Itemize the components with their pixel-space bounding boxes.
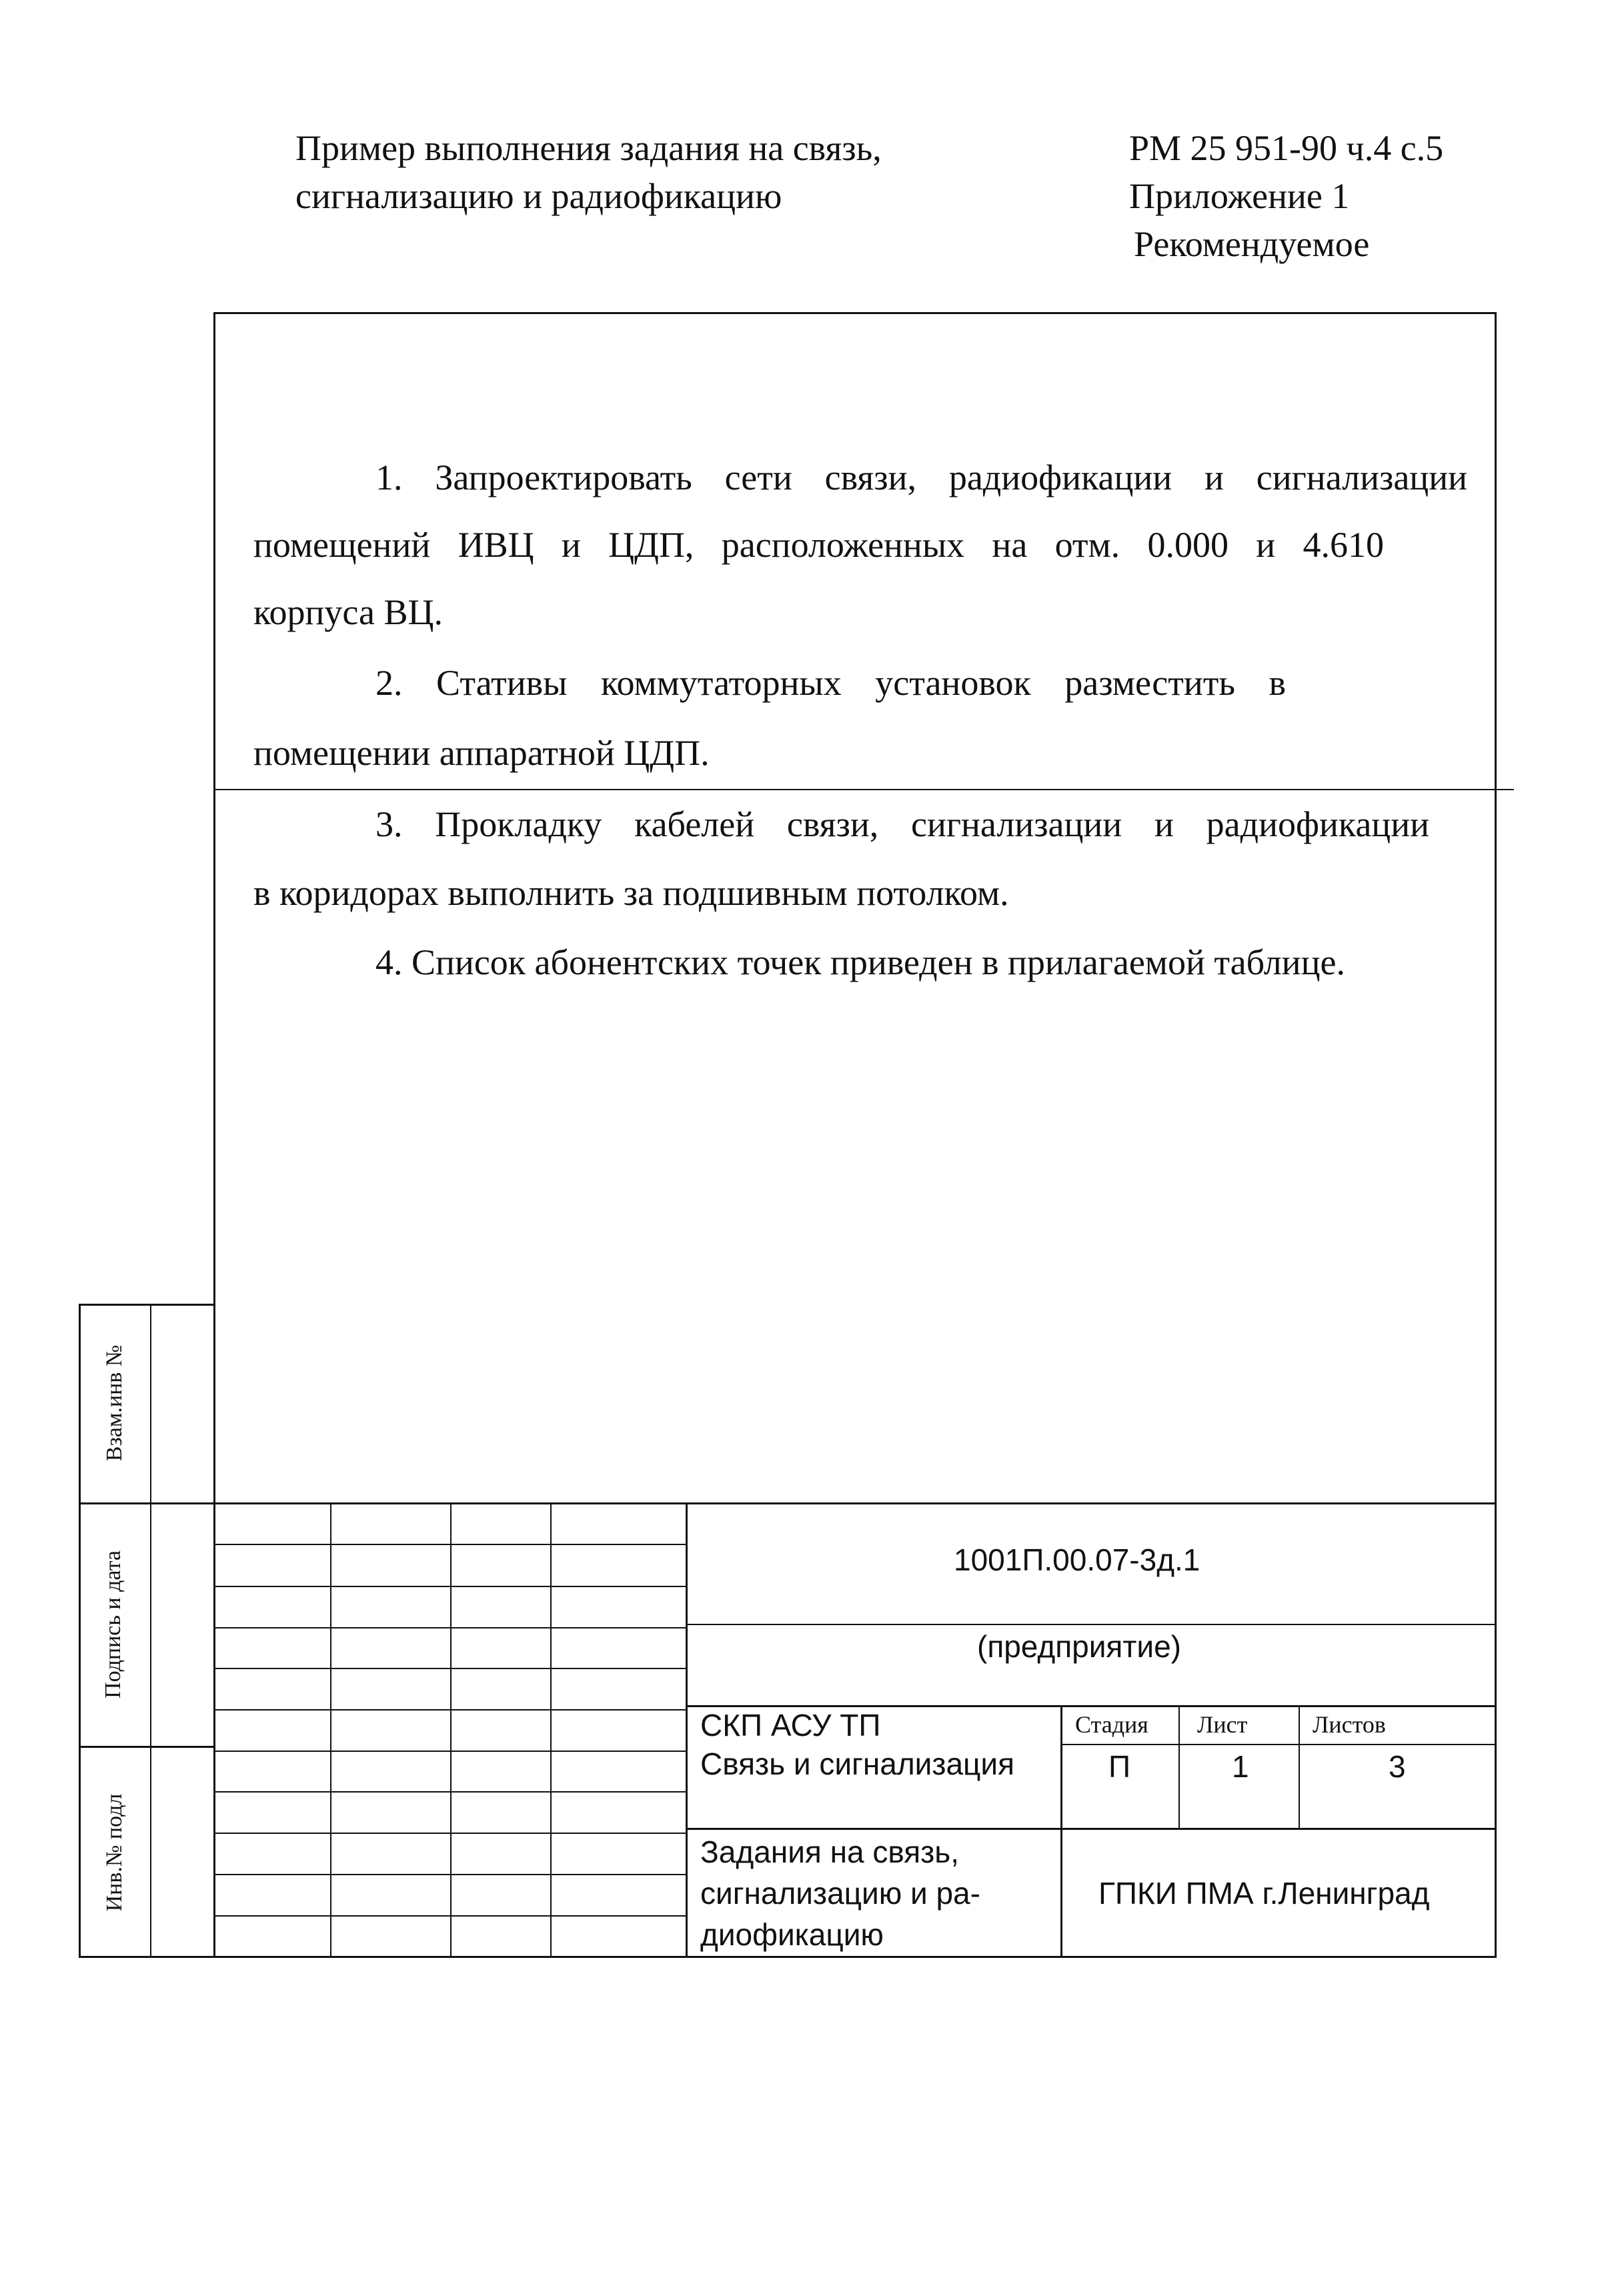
section-divider (213, 789, 1514, 790)
frame-bottom (79, 1956, 1497, 1958)
frame-right (1495, 312, 1497, 1958)
header-title-line1: Пример выполнения задания на связь, (295, 128, 882, 168)
side-outer-left (79, 1304, 81, 1958)
tb-v-sheets-left (1299, 1705, 1300, 1828)
grid-h9 (213, 1874, 687, 1875)
item-4-line-1: 4. Список абонентских точек приведен в прилагаемой таблице. (375, 942, 1345, 982)
item-3-line-1: 3. Прокладку кабелей связи, сигнализации и радиофикации (375, 804, 1429, 844)
sheet-label: Лист (1197, 1711, 1248, 1738)
frame-top (213, 312, 1497, 314)
enterprise: (предприятие) (977, 1629, 1181, 1664)
doc-number: 1001П.00.07-3д.1 (954, 1542, 1200, 1577)
tb-top (213, 1502, 1497, 1504)
item-2-line-1: 2. Стативы коммутаторных установок разместить в (375, 663, 1286, 703)
tb-h-labels (1060, 1744, 1497, 1745)
project-line2: Связь и сигнализация (700, 1747, 1014, 1781)
header-recommended: Рекомендуемое (1134, 224, 1370, 264)
project-line1: СКП АСУ ТП (700, 1708, 881, 1743)
header-doc-ref: РМ 25 951-90 ч.4 с.5 (1129, 128, 1444, 168)
sheets-value: 3 (1389, 1749, 1406, 1784)
grid-h3 (213, 1627, 687, 1628)
doc-title-line3: диофикацию (700, 1917, 884, 1952)
tb-v-sheet-left (1178, 1705, 1180, 1828)
grid-h4 (213, 1668, 687, 1669)
grid-h10 (213, 1915, 687, 1917)
item-2-line-2: помещении аппаратной ЦДП. (253, 733, 710, 773)
tb-h-stage (686, 1828, 1497, 1830)
grid-h1 (213, 1544, 687, 1545)
grid-h5 (213, 1709, 687, 1710)
sheet-value: 1 (1232, 1749, 1249, 1784)
side-inner-left (150, 1304, 151, 1958)
grid-h6 (213, 1751, 687, 1752)
doc-title-line2: сигнализацию и ра- (700, 1876, 980, 1911)
side-label-podpis: Подпись и дата (101, 1550, 125, 1698)
frame-left (213, 312, 215, 1958)
grid-h8 (213, 1833, 687, 1834)
organization: ГПКИ ПМА г.Ленинград (1098, 1876, 1430, 1911)
header-appendix: Приложение 1 (1129, 176, 1350, 216)
grid-v4 (686, 1502, 688, 1958)
side-label-inv: Инв.№ подл (102, 1793, 127, 1912)
side-label-vzam: Взам.инв № (102, 1344, 127, 1462)
tb-h-doc (686, 1624, 1497, 1625)
item-1-line-2: помещений ИВЦ и ЦДП, расположенных на отм. 0.000 и 4.610 (253, 525, 1384, 565)
header-title-line2: сигнализацию и радиофикацию (295, 176, 782, 216)
sheets-label: Листов (1313, 1711, 1386, 1738)
stage-label: Стадия (1075, 1711, 1148, 1738)
item-1-line-3: корпуса ВЦ. (253, 592, 444, 632)
grid-h2 (213, 1586, 687, 1587)
stage-value: П (1108, 1749, 1131, 1784)
tb-v-stage-left (1060, 1705, 1062, 1958)
grid-v1 (330, 1502, 331, 1958)
item-3-line-2: в коридорах выполнить за подшивным потолком. (253, 873, 1009, 913)
grid-v3 (550, 1502, 552, 1958)
doc-title-line1: Задания на связь, (700, 1835, 960, 1869)
grid-h7 (213, 1791, 687, 1793)
item-1-line-1: 1. Запроектировать сети связи, радиофикации и сигнализации (375, 457, 1467, 497)
grid-v2 (450, 1502, 452, 1958)
